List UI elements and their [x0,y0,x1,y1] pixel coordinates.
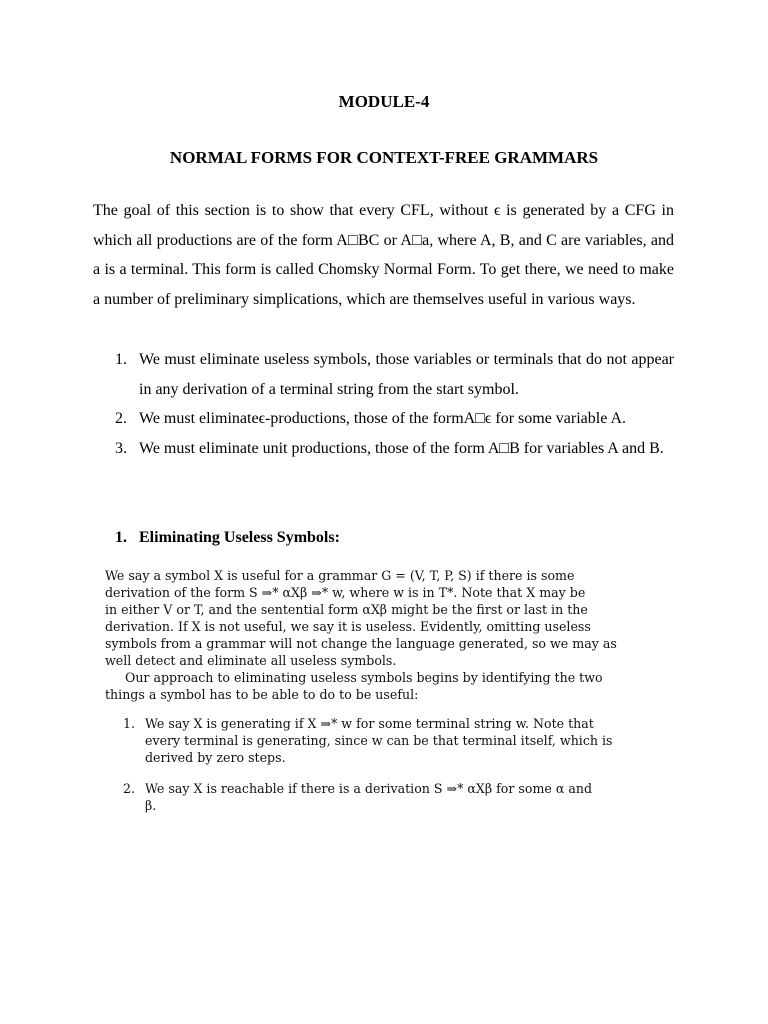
excerpt-line: We say a symbol X is useful for a grammar G = (V, T, P, S) if there is some [105,568,575,583]
module-title: MODULE-4 [338,92,430,111]
excerpt-line: derivation. If X is not useful, we say it is useless. Evidently, omitting useless [105,619,591,634]
page-title: NORMAL FORMS FOR CONTEXT-FREE GRAMMARS [169,148,599,167]
excerpt-line: well detect and eliminate all useless symbols. [105,653,397,668]
excerpt-line: We say X is generating if X ⇒* w for some terminal string w. Note that [145,716,594,731]
textbook-excerpt-image [105,567,629,837]
list-item-text: We must eliminateϵ-productions, those of the formA□ϵ for some variable A. [139,410,626,427]
excerpt-line: β. [145,798,157,813]
intro-paragraph: The goal of this section is to show that every CFL, without ϵ is generated by a CFG in which all productions are of the form A□BC or A□a, where A, B, and C are variables, and a is a terminal. This form is called Chomsky Normal Form. To get there, we need to make a number of preliminary simplications, which are themselves useful in various ways. [93,202,674,308]
excerpt-line: Our approach to eliminating useless symbols begins by identifying the two [125,670,603,685]
excerpt-line: We say X is reachable if there is a derivation S ⇒* αXβ for some α and [145,781,593,796]
excerpt-list-item [105,715,629,766]
excerpt-line: derivation of the form S ⇒* αXβ ⇒* w, where w is in T*. Note that X may be [105,585,586,600]
excerpt-line: every terminal is generating, since w can be that terminal itself, which is [145,733,613,748]
excerpt-line: things a symbol has to be able to do to be useful: [105,687,419,702]
list-item [93,404,674,434]
excerpt-item-number: 1. [123,716,136,731]
list-item-number: 2. [115,410,127,427]
list-item-text: We must eliminate useless symbols, those variables or terminals that do not appear in any derivation of a terminal string from the start symbol. [139,351,674,398]
preliminary-steps-list [93,345,674,463]
section-title: Eliminating Useless Symbols: [139,529,340,546]
excerpt-line: symbols from a grammar will not change the language generated, so we may as [105,636,617,651]
list-item-number: 1. [115,351,127,368]
excerpt-list [105,715,629,814]
excerpt-line: in either V or T, and the sentential form αXβ might be the first or last in the [105,602,588,617]
excerpt-item-number: 2. [123,781,136,796]
section-number: 1. [115,529,127,546]
excerpt-list-item [105,780,629,814]
section-heading [115,523,340,553]
list-item [93,345,674,404]
list-item-text: We must eliminate unit productions, those of the form A□B for variables A and B. [139,439,664,457]
excerpt-line: derived by zero steps. [145,750,286,765]
list-item-number: 3. [115,439,127,457]
list-item [93,434,674,464]
